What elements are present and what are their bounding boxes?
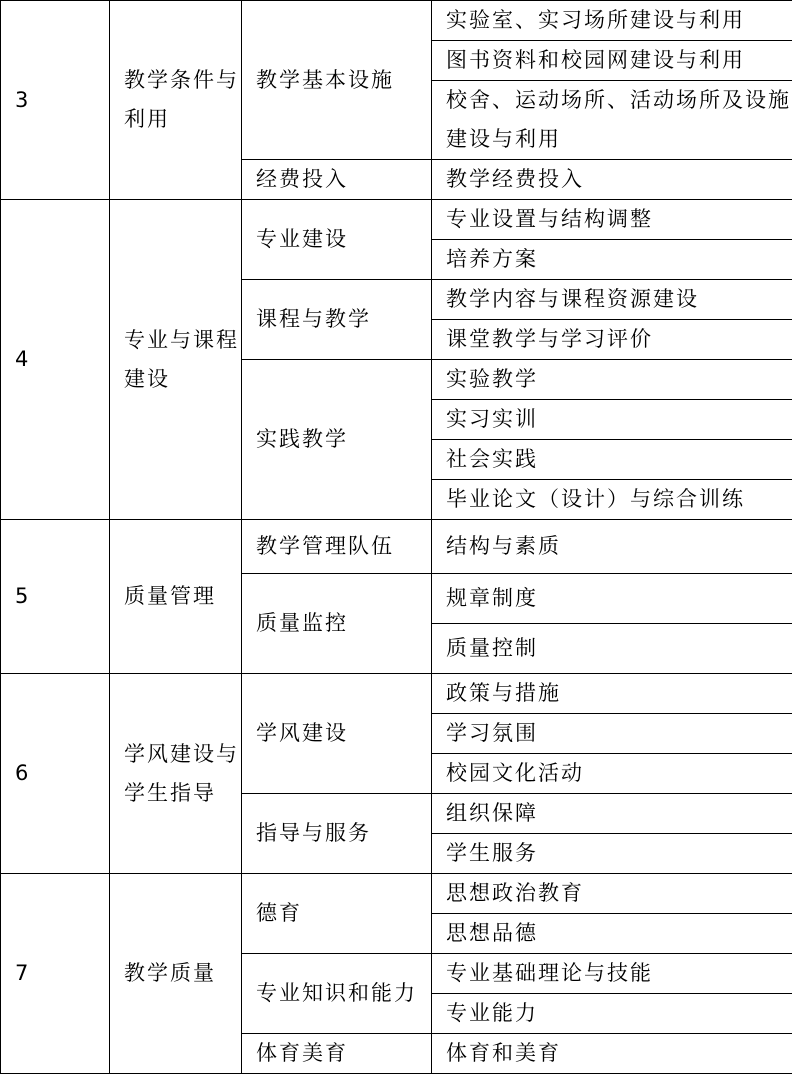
secondary-indicator: 德育: [242, 874, 432, 954]
observation-point: 教学内容与课程资源建设: [432, 280, 792, 320]
observation-point: 实验教学: [432, 360, 792, 400]
observation-point: 体育和美育: [432, 1034, 792, 1074]
primary-indicator: 教学条件与利用: [110, 1, 242, 200]
primary-indicator: 学风建设与学生指导: [110, 674, 242, 874]
observation-point: 质量控制: [432, 624, 792, 674]
observation-point: 专业设置与结构调整: [432, 200, 792, 240]
observation-point: 实验室、实习场所建设与利用: [432, 1, 792, 41]
observation-point: 校园文化活动: [432, 754, 792, 794]
observation-point: 政策与措施: [432, 674, 792, 714]
secondary-indicator: 指导与服务: [242, 794, 432, 874]
observation-point: 学生服务: [432, 834, 792, 874]
table-row: [1, 874, 792, 914]
secondary-indicator: 教学基本设施: [242, 1, 432, 160]
observation-point: 校舍、运动场所、活动场所及设施建设与利用: [432, 81, 792, 160]
section-number: 7: [1, 874, 110, 1074]
secondary-indicator: 实践教学: [242, 360, 432, 520]
observation-point: 学习氛围: [432, 714, 792, 754]
secondary-indicator: 体育美育: [242, 1034, 432, 1074]
observation-point: 结构与素质: [432, 520, 792, 574]
observation-point: 教学经费投入: [432, 160, 792, 200]
secondary-indicator: 教学管理队伍: [242, 520, 432, 574]
section-number: 6: [1, 674, 110, 874]
table-row: [1, 200, 792, 240]
observation-point: 规章制度: [432, 574, 792, 624]
table-row: [1, 674, 792, 714]
secondary-indicator: 学风建设: [242, 674, 432, 794]
secondary-indicator: 经费投入: [242, 160, 432, 200]
primary-indicator: 质量管理: [110, 520, 242, 674]
observation-point: 实习实训: [432, 400, 792, 440]
secondary-indicator: 质量监控: [242, 574, 432, 674]
observation-point: 组织保障: [432, 794, 792, 834]
primary-indicator: 专业与课程建设: [110, 200, 242, 520]
observation-point: 思想品德: [432, 914, 792, 954]
observation-point: 专业基础理论与技能: [432, 954, 792, 994]
observation-point: 图书资料和校园网建设与利用: [432, 41, 792, 81]
secondary-indicator: 专业建设: [242, 200, 432, 280]
section-number: 4: [1, 200, 110, 520]
secondary-indicator: 专业知识和能力: [242, 954, 432, 1034]
secondary-indicator: 课程与教学: [242, 280, 432, 360]
primary-indicator: 教学质量: [110, 874, 242, 1074]
observation-point: 思想政治教育: [432, 874, 792, 914]
section-number: 5: [1, 520, 110, 674]
observation-point: 专业能力: [432, 994, 792, 1034]
observation-point: 培养方案: [432, 240, 792, 280]
observation-point: 毕业论文（设计）与综合训练: [432, 480, 792, 520]
section-number: 3: [1, 1, 110, 200]
observation-point: 课堂教学与学习评价: [432, 320, 792, 360]
table-row: [1, 520, 792, 574]
observation-point: 社会实践: [432, 440, 792, 480]
table-row: [1, 1, 792, 41]
